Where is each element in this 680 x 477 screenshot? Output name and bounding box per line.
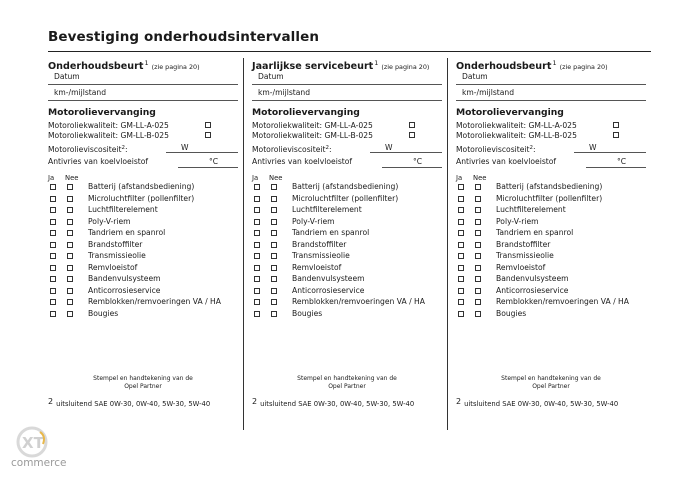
date-field[interactable] xyxy=(456,71,646,85)
viscosity-unit: W xyxy=(589,143,597,152)
checklist-item-label: Poly-V-riem xyxy=(496,216,539,226)
oil-quality-label: Motoroliekwaliteit: GM-LL-B-025 xyxy=(48,131,169,140)
oil-quality-row xyxy=(252,121,420,132)
viscosity-unit: W xyxy=(385,143,393,152)
stamp-line: Stempel en handtekening van de xyxy=(501,375,601,382)
yes-checkbox[interactable] xyxy=(458,299,464,305)
checklist-item xyxy=(456,274,648,286)
footnote xyxy=(456,397,618,410)
checklist-item xyxy=(252,240,444,252)
oil-quality-checkbox[interactable] xyxy=(409,132,415,138)
checklist-item-label: Tandriem en spanrol xyxy=(88,228,166,237)
no-checkbox[interactable] xyxy=(67,265,73,271)
viscosity-colon: : xyxy=(533,145,536,154)
card-heading-title: Onderhoudsbeurt xyxy=(456,61,552,72)
checklist xyxy=(48,182,240,320)
viscosity-footnote-mark: 2 xyxy=(325,145,329,151)
yes-checkbox[interactable] xyxy=(254,311,260,317)
checklist-item xyxy=(48,217,240,229)
footnote-text: uitsluitend SAE 0W-30, 0W-40, 5W-30, 5W-40 xyxy=(464,400,619,408)
checklist-item-label: Microluchtfilter (pollenfilter) xyxy=(292,193,399,203)
checklist-item-label: Tandriem en spanrol xyxy=(496,228,574,237)
checklist-item-label: Poly-V-riem xyxy=(292,216,335,226)
checklist-item-label: Bandenvulsysteem xyxy=(292,274,365,283)
yes-checkbox[interactable] xyxy=(458,242,464,248)
antifreeze-label: Antivries van koelvloeistof xyxy=(252,157,353,166)
no-checkbox[interactable] xyxy=(475,299,481,305)
footnote-text: uitsluitend SAE 0W-30, 0W-40, 5W-30, 5W-40 xyxy=(56,400,211,408)
card-heading-footnote-mark: 1 xyxy=(144,59,149,67)
no-checkbox[interactable] xyxy=(475,288,481,294)
yes-checkbox[interactable] xyxy=(50,276,56,282)
oil-quality-label: Motoroliekwaliteit: GM-LL-A-025 xyxy=(252,121,373,130)
antifreeze-row[interactable] xyxy=(48,157,238,168)
checklist-item-label: Remblokken/remvoeringen VA / HA xyxy=(292,297,425,306)
page-title: Bevestiging onderhoudsintervallen xyxy=(48,29,320,45)
checklist-item-label: Transmissieolie xyxy=(292,251,350,260)
checklist-item xyxy=(48,286,240,298)
card-heading-page-ref: (zie pagina 20) xyxy=(559,63,608,71)
mileage-label: km-/mijlstand xyxy=(462,88,515,97)
yes-checkbox[interactable] xyxy=(458,184,464,190)
checklist-item xyxy=(48,274,240,286)
yes-checkbox[interactable] xyxy=(50,311,56,317)
oil-quality-row xyxy=(48,131,216,142)
checklist-item xyxy=(252,194,444,206)
no-checkbox[interactable] xyxy=(475,219,481,225)
yes-checkbox[interactable] xyxy=(254,219,260,225)
checklist-item xyxy=(252,228,444,240)
checklist-item xyxy=(456,205,648,217)
yes-checkbox[interactable] xyxy=(50,242,56,248)
oil-quality-checkbox[interactable] xyxy=(613,122,619,128)
checklist-item-label: Batterij (afstandsbediening) xyxy=(292,182,399,191)
checklist xyxy=(456,182,648,320)
no-checkbox[interactable] xyxy=(475,207,481,213)
no-checkbox[interactable] xyxy=(475,184,481,190)
viscosity-label: Motorolieviscositeit xyxy=(48,145,122,154)
stamp-line: Stempel en handtekening van de xyxy=(297,375,397,382)
antifreeze-underline xyxy=(382,167,442,168)
checklist-item-label: Brandstoffilter xyxy=(496,239,551,249)
no-checkbox[interactable] xyxy=(475,265,481,271)
no-label: Nee xyxy=(269,174,283,182)
no-checkbox[interactable] xyxy=(67,207,73,213)
card-heading-page-ref: (zie pagina 20) xyxy=(151,63,200,71)
stamp-line: Opel Partner xyxy=(124,383,162,390)
checklist-item-label: Remblokken/remvoeringen VA / HA xyxy=(496,297,629,306)
checklist-item xyxy=(456,228,648,240)
checklist-item-label: Microluchtfilter (pollenfilter) xyxy=(496,193,603,203)
yes-checkbox[interactable] xyxy=(254,207,260,213)
oil-quality-checkbox[interactable] xyxy=(409,122,415,128)
checklist-item-label: Remblokken/remvoeringen VA / HA xyxy=(88,297,221,306)
viscosity-label: Motorolieviscositeit xyxy=(456,145,530,154)
checklist-item xyxy=(456,297,648,309)
column-divider xyxy=(243,58,244,430)
card-heading-page-ref: (zie pagina 20) xyxy=(381,63,430,71)
antifreeze-unit: °C xyxy=(413,157,423,166)
card-heading-title: Jaarlijkse servicebeurt xyxy=(252,61,374,72)
footnote-mark: 2 xyxy=(456,397,462,406)
viscosity-unit: W xyxy=(181,143,189,152)
checklist-item xyxy=(252,263,444,275)
no-checkbox[interactable] xyxy=(271,253,277,259)
checklist-item xyxy=(48,182,240,194)
checklist-item xyxy=(456,217,648,229)
checklist-item-label: Remvloeistof xyxy=(496,262,546,272)
oil-change-section-title: Motorolievervanging xyxy=(252,107,360,118)
viscosity-underline xyxy=(166,152,238,153)
yes-checkbox[interactable] xyxy=(254,184,260,190)
no-checkbox[interactable] xyxy=(271,299,277,305)
checklist-item-label: Poly-V-riem xyxy=(88,216,131,226)
antifreeze-row[interactable] xyxy=(456,157,646,168)
mileage-field[interactable] xyxy=(456,87,646,101)
yes-label: Ja xyxy=(48,174,55,182)
checklist-item-label: Bougies xyxy=(496,308,527,318)
checklist-item-label: Anticorrosieservice xyxy=(292,285,365,295)
checklist-item-label: Bougies xyxy=(88,308,119,318)
yes-label: Ja xyxy=(456,174,463,182)
oil-quality-label: Motoroliekwaliteit: GM-LL-A-025 xyxy=(456,121,577,130)
viscosity-footnote-mark: 2 xyxy=(529,145,533,151)
checklist-item xyxy=(456,240,648,252)
no-label: Nee xyxy=(65,174,79,182)
yes-label: Ja xyxy=(252,174,259,182)
oil-quality-checkbox[interactable] xyxy=(205,122,211,128)
no-checkbox[interactable] xyxy=(271,230,277,236)
viscosity-row[interactable] xyxy=(456,143,646,156)
checklist-item xyxy=(456,182,648,194)
yes-checkbox[interactable] xyxy=(254,196,260,202)
no-checkbox[interactable] xyxy=(271,311,277,317)
checklist-item-label: Brandstoffilter xyxy=(292,239,347,249)
checklist-item xyxy=(48,240,240,252)
no-checkbox[interactable] xyxy=(67,219,73,225)
checklist-item-label: Batterij (afstandsbediening) xyxy=(496,182,603,191)
yes-checkbox[interactable] xyxy=(458,265,464,271)
oil-quality-label: Motoroliekwaliteit: GM-LL-B-025 xyxy=(456,131,577,140)
checklist xyxy=(252,182,444,320)
oil-quality-checkbox[interactable] xyxy=(205,132,211,138)
checklist-item xyxy=(48,263,240,275)
no-checkbox[interactable] xyxy=(271,276,277,282)
checklist-item-label: Remvloeistof xyxy=(88,262,138,272)
oil-quality-label: Motoroliekwaliteit: GM-LL-B-025 xyxy=(252,131,373,140)
yes-checkbox[interactable] xyxy=(458,288,464,294)
no-checkbox[interactable] xyxy=(475,230,481,236)
checklist-item xyxy=(48,205,240,217)
yes-checkbox[interactable] xyxy=(458,311,464,317)
no-checkbox[interactable] xyxy=(67,196,73,202)
date-label: Datum xyxy=(258,72,284,81)
viscosity-footnote-mark: 2 xyxy=(121,145,125,151)
oil-quality-row xyxy=(456,131,624,142)
checklist-item-label: Luchtfilterelement xyxy=(496,205,566,214)
oil-change-section-title: Motorolievervanging xyxy=(48,107,156,118)
viscosity-colon: : xyxy=(125,145,128,154)
antifreeze-unit: °C xyxy=(617,157,627,166)
yes-checkbox[interactable] xyxy=(50,207,56,213)
footnote-mark: 2 xyxy=(48,397,54,406)
watermark-text: commerce xyxy=(11,457,67,469)
checklist-item xyxy=(456,263,648,275)
yes-checkbox[interactable] xyxy=(50,230,56,236)
date-field[interactable] xyxy=(48,71,238,85)
no-checkbox[interactable] xyxy=(67,299,73,305)
viscosity-underline xyxy=(370,152,442,153)
date-label: Datum xyxy=(462,72,488,81)
yes-checkbox[interactable] xyxy=(50,288,56,294)
checklist-item-label: Transmissieolie xyxy=(88,251,146,260)
stamp-signature-area xyxy=(456,375,646,391)
checklist-item-label: Luchtfilterelement xyxy=(88,205,158,214)
yes-checkbox[interactable] xyxy=(254,242,260,248)
no-checkbox[interactable] xyxy=(67,288,73,294)
checklist-item xyxy=(252,297,444,309)
mileage-field[interactable] xyxy=(252,87,442,101)
viscosity-underline xyxy=(574,152,646,153)
no-label: Nee xyxy=(473,174,487,182)
column-divider xyxy=(447,58,448,430)
yes-checkbox[interactable] xyxy=(50,196,56,202)
oil-quality-row xyxy=(456,121,624,132)
antifreeze-label: Antivries van koelvloeistof xyxy=(456,157,557,166)
checklist-item xyxy=(48,228,240,240)
yes-checkbox[interactable] xyxy=(254,299,260,305)
checklist-item xyxy=(252,205,444,217)
oil-quality-row xyxy=(48,121,216,132)
yes-checkbox[interactable] xyxy=(458,276,464,282)
no-checkbox[interactable] xyxy=(271,288,277,294)
oil-change-section-title: Motorolievervanging xyxy=(456,107,564,118)
no-checkbox[interactable] xyxy=(475,253,481,259)
no-checkbox[interactable] xyxy=(67,276,73,282)
no-checkbox[interactable] xyxy=(271,242,277,248)
mileage-label: km-/mijlstand xyxy=(258,88,311,97)
antifreeze-underline xyxy=(178,167,238,168)
checklist-item-label: Microluchtfilter (pollenfilter) xyxy=(88,193,195,203)
yes-checkbox[interactable] xyxy=(254,230,260,236)
no-checkbox[interactable] xyxy=(475,196,481,202)
no-checkbox[interactable] xyxy=(67,311,73,317)
checklist-item xyxy=(252,274,444,286)
stamp-line: Opel Partner xyxy=(328,383,366,390)
viscosity-colon: : xyxy=(329,145,332,154)
yes-checkbox[interactable] xyxy=(50,184,56,190)
checklist-item-label: Tandriem en spanrol xyxy=(292,228,370,237)
no-checkbox[interactable] xyxy=(271,184,277,190)
stamp-line: Opel Partner xyxy=(532,383,570,390)
no-checkbox[interactable] xyxy=(67,242,73,248)
yes-checkbox[interactable] xyxy=(254,276,260,282)
checklist-item-label: Luchtfilterelement xyxy=(292,205,362,214)
antifreeze-label: Antivries van koelvloeistof xyxy=(48,157,149,166)
date-label: Datum xyxy=(54,72,80,81)
checklist-item-label: Anticorrosieservice xyxy=(88,285,161,295)
checklist-item-label: Batterij (afstandsbediening) xyxy=(88,182,195,191)
date-field[interactable] xyxy=(252,71,442,85)
viscosity-row[interactable] xyxy=(48,143,238,156)
checklist-item xyxy=(252,251,444,263)
yes-checkbox[interactable] xyxy=(254,253,260,259)
checklist-item-label: Bandenvulsysteem xyxy=(88,274,161,283)
checklist-item xyxy=(48,309,240,321)
viscosity-row[interactable] xyxy=(252,143,442,156)
footnote xyxy=(48,397,210,410)
oil-quality-row xyxy=(252,131,420,142)
checklist-item xyxy=(456,194,648,206)
maintenance-card xyxy=(48,58,240,430)
maintenance-card xyxy=(456,58,648,430)
card-heading-footnote-mark: 1 xyxy=(374,59,379,67)
yes-checkbox[interactable] xyxy=(50,219,56,225)
antifreeze-unit: °C xyxy=(209,157,219,166)
no-checkbox[interactable] xyxy=(67,184,73,190)
xt-commerce-logo-icon xyxy=(10,426,70,472)
yes-checkbox[interactable] xyxy=(50,253,56,259)
yes-checkbox[interactable] xyxy=(254,288,260,294)
checklist-item-label: Bandenvulsysteem xyxy=(496,274,569,283)
checklist-item-label: Remvloeistof xyxy=(292,262,342,272)
stamp-signature-area xyxy=(48,375,238,391)
mileage-label: km-/mijlstand xyxy=(54,88,107,97)
checklist-item xyxy=(252,217,444,229)
footnote xyxy=(252,397,414,410)
checklist-item-label: Brandstoffilter xyxy=(88,239,143,249)
watermark-letters: XT xyxy=(22,434,44,452)
maintenance-card xyxy=(252,58,444,430)
checklist-item xyxy=(252,286,444,298)
mileage-field[interactable] xyxy=(48,87,238,101)
checklist-item xyxy=(252,182,444,194)
checklist-item-label: Anticorrosieservice xyxy=(496,285,569,295)
antifreeze-row[interactable] xyxy=(252,157,442,168)
checklist-item xyxy=(456,309,648,321)
yes-checkbox[interactable] xyxy=(254,265,260,271)
no-checkbox[interactable] xyxy=(475,276,481,282)
no-checkbox[interactable] xyxy=(67,230,73,236)
no-checkbox[interactable] xyxy=(475,242,481,248)
checklist-item-label: Bougies xyxy=(292,308,323,318)
yes-checkbox[interactable] xyxy=(458,207,464,213)
checklist-item xyxy=(252,309,444,321)
checklist-item-label: Transmissieolie xyxy=(496,251,554,260)
oil-quality-checkbox[interactable] xyxy=(613,132,619,138)
oil-quality-label: Motoroliekwaliteit: GM-LL-A-025 xyxy=(48,121,169,130)
no-checkbox[interactable] xyxy=(271,196,277,202)
no-checkbox[interactable] xyxy=(271,207,277,213)
checklist-item xyxy=(48,297,240,309)
stamp-signature-area xyxy=(252,375,442,391)
footnote-text: uitsluitend SAE 0W-30, 0W-40, 5W-30, 5W-40 xyxy=(260,400,415,408)
yes-checkbox[interactable] xyxy=(458,219,464,225)
viscosity-label: Motorolieviscositeit xyxy=(252,145,326,154)
footnote-mark: 2 xyxy=(252,397,258,406)
title-rule xyxy=(48,51,651,52)
no-checkbox[interactable] xyxy=(271,219,277,225)
yes-checkbox[interactable] xyxy=(458,196,464,202)
no-checkbox[interactable] xyxy=(271,265,277,271)
checklist-item xyxy=(456,286,648,298)
checklist-item xyxy=(48,251,240,263)
yes-checkbox[interactable] xyxy=(458,230,464,236)
card-heading-title: Onderhoudsbeurt xyxy=(48,61,144,72)
yes-checkbox[interactable] xyxy=(50,265,56,271)
no-checkbox[interactable] xyxy=(475,311,481,317)
no-checkbox[interactable] xyxy=(67,253,73,259)
yes-checkbox[interactable] xyxy=(50,299,56,305)
stamp-line: Stempel en handtekening van de xyxy=(93,375,193,382)
card-heading-footnote-mark: 1 xyxy=(552,59,557,67)
antifreeze-underline xyxy=(586,167,646,168)
yes-checkbox[interactable] xyxy=(458,253,464,259)
checklist-item xyxy=(456,251,648,263)
checklist-item xyxy=(48,194,240,206)
